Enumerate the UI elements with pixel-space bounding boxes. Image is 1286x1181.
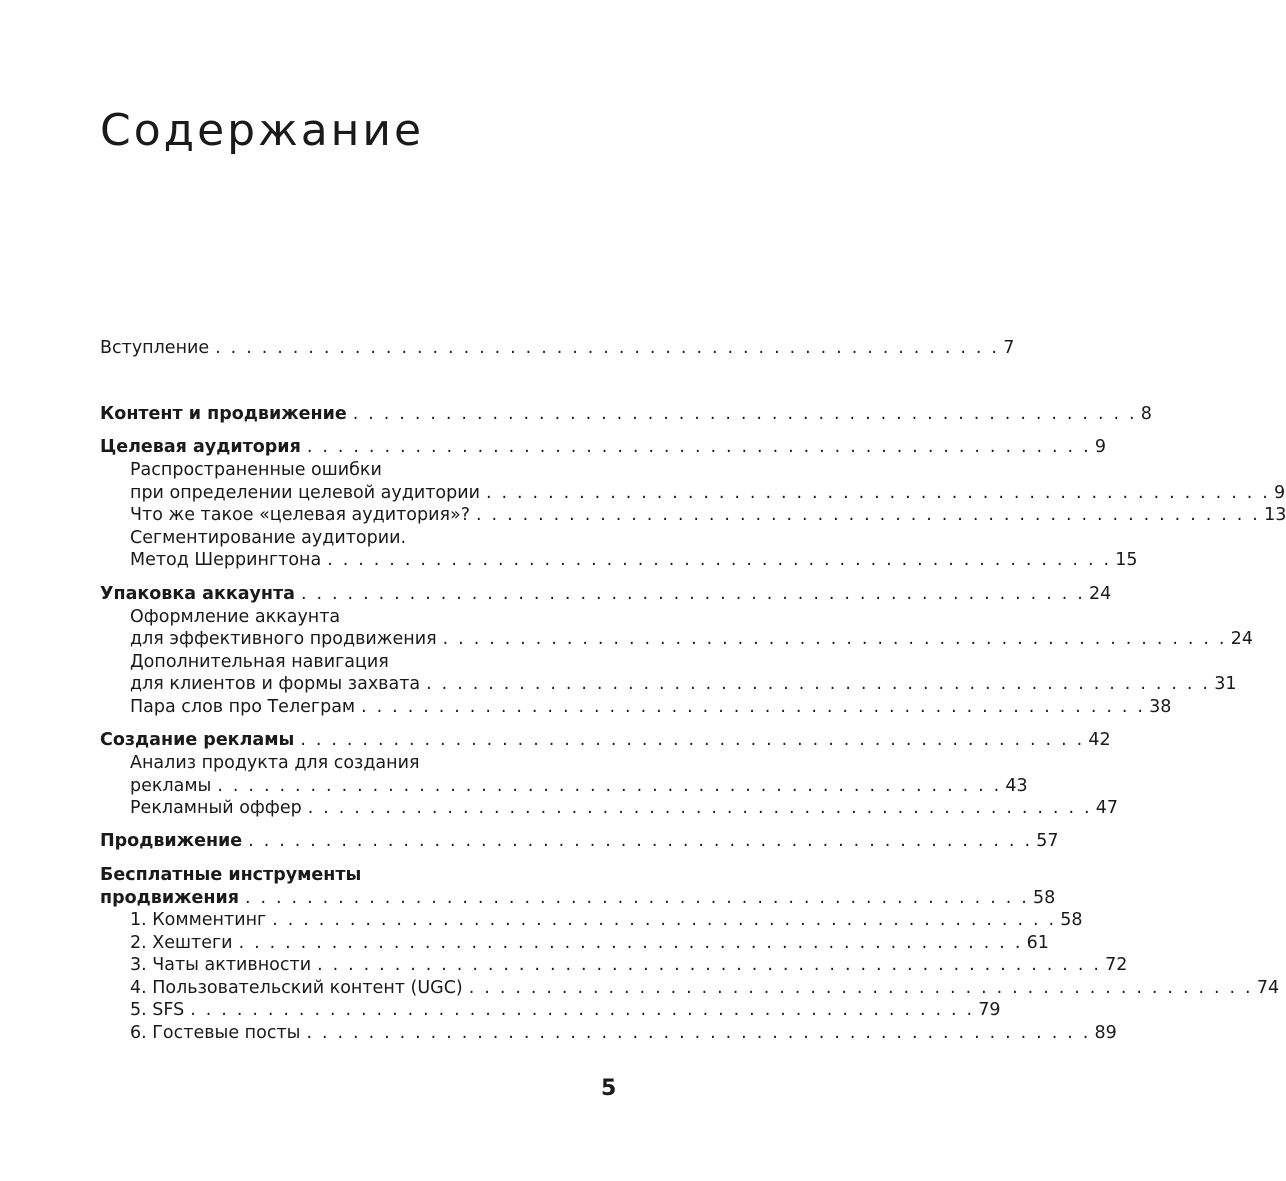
toc-entry: Продвижение . . . . . . . . . . . . . . . . . . . . . . . . . . . . . . . . . . . . . . . . . . . . . . . . . . . 57 bbox=[100, 831, 1059, 851]
toc-subentry: Что же такое «целевая аудитория»? . . . . . . . . . . . . . . . . . . . . . . . . . . . . . . . . . . . . . . . . . . . . . . . . . . . 13 bbox=[130, 505, 1286, 525]
toc-subentry: 6. Гостевые посты . . . . . . . . . . . . . . . . . . . . . . . . . . . . . . . . . . . . . . . . . . . . . . . . . . . 89 bbox=[130, 1023, 1117, 1043]
toc-entry: Целевая аудитория . . . . . . . . . . . . . . . . . . . . . . . . . . . . . . . . . . . . . . . . . . . . . . . . . . . 9 bbox=[100, 437, 1106, 457]
toc-subentry-line: Оформление аккаунта bbox=[130, 607, 341, 627]
toc-subentry: при определении целевой аудитории . . . . . . . . . . . . . . . . . . . . . . . . . . . . . . . . . . . . . . . . . . . . . . . . . . . 9 bbox=[130, 483, 1286, 503]
toc-subentry-line: Анализ продукта для создания bbox=[130, 753, 420, 773]
toc-subentry: Рекламный оффер . . . . . . . . . . . . . . . . . . . . . . . . . . . . . . . . . . . . . . . . . . . . . . . . . . . 47 bbox=[130, 798, 1119, 818]
toc-entry-line: Бесплатные инструменты bbox=[100, 865, 362, 885]
toc-subentry: Метод Шеррингтона . . . . . . . . . . . . . . . . . . . . . . . . . . . . . . . . . . . . . . . . . . . . . . . . . . . 15 bbox=[130, 550, 1138, 570]
toc-subentry-line: Дополнительная навигация bbox=[130, 652, 389, 672]
toc-subentry: 5. SFS . . . . . . . . . . . . . . . . . . . . . . . . . . . . . . . . . . . . . . . . . . . . . . . . . . . 79 bbox=[130, 1000, 1001, 1020]
toc-subentry: для клиентов и формы захвата . . . . . . . . . . . . . . . . . . . . . . . . . . . . . . . . . . . . . . . . . . . . . . . . . . . 31 bbox=[130, 674, 1237, 694]
toc-subentry: 4. Пользовательский контент (UGC) . . . . . . . . . . . . . . . . . . . . . . . . . . . . . . . . . . . . . . . . . . . . . . . . . . . 74 bbox=[130, 978, 1280, 998]
toc-subentry: 2. Хештеги . . . . . . . . . . . . . . . . . . . . . . . . . . . . . . . . . . . . . . . . . . . . . . . . . . . 61 bbox=[130, 933, 1049, 953]
toc-subentry: рекламы . . . . . . . . . . . . . . . . . . . . . . . . . . . . . . . . . . . . . . . . . . . . . . . . . . . 43 bbox=[130, 776, 1028, 796]
toc-subentry-line: Распространенные ошибки bbox=[130, 460, 382, 480]
toc-subentry: для эффективного продвижения . . . . . . . . . . . . . . . . . . . . . . . . . . . . . . . . . . . . . . . . . . . . . . . . . . . 24 bbox=[130, 629, 1253, 649]
toc-entry: Контент и продвижение . . . . . . . . . . . . . . . . . . . . . . . . . . . . . . . . . . . . . . . . . . . . . . . . . . . 8 bbox=[100, 404, 1152, 424]
toc-entry: Вступление . . . . . . . . . . . . . . . . . . . . . . . . . . . . . . . . . . . . . . . . . . . . . . . . . . . 7 bbox=[100, 338, 1015, 358]
toc-entry: Создание рекламы . . . . . . . . . . . . . . . . . . . . . . . . . . . . . . . . . . . . . . . . . . . . . . . . . . . 42 bbox=[100, 730, 1111, 750]
page-title: Содержание bbox=[100, 105, 425, 156]
toc-subentry: 1. Комментинг . . . . . . . . . . . . . . . . . . . . . . . . . . . . . . . . . . . . . . . . . . . . . . . . . . . 58 bbox=[130, 910, 1083, 930]
toc-subentry: 3. Чаты активности . . . . . . . . . . . . . . . . . . . . . . . . . . . . . . . . . . . . . . . . . . . . . . . . . . . 72 bbox=[130, 955, 1128, 975]
toc-entry: продвижения . . . . . . . . . . . . . . . . . . . . . . . . . . . . . . . . . . . . . . . . . . . . . . . . . . . 58 bbox=[100, 888, 1056, 908]
toc-subentry: Пара слов про Телеграм . . . . . . . . . . . . . . . . . . . . . . . . . . . . . . . . . . . . . . . . . . . . . . . . . . . 38 bbox=[130, 697, 1172, 717]
page-number: 5 bbox=[601, 1076, 617, 1101]
toc-entry: Упаковка аккаунта . . . . . . . . . . . . . . . . . . . . . . . . . . . . . . . . . . . . . . . . . . . . . . . . . . . 24 bbox=[100, 584, 1112, 604]
toc-subentry-line: Сегментирование аудитории. bbox=[130, 528, 407, 548]
